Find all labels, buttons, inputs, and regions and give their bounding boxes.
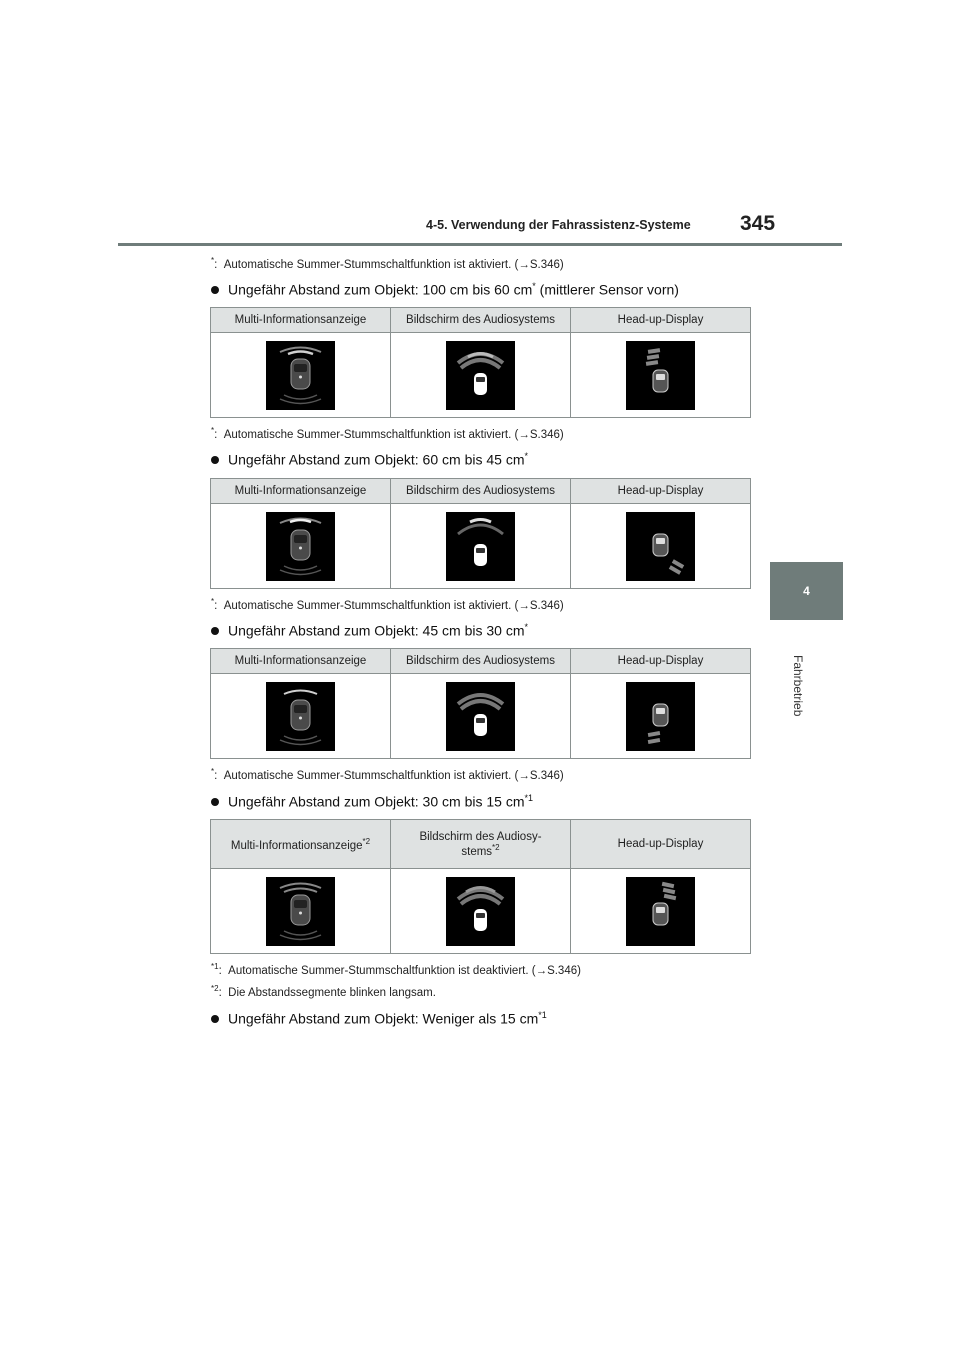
chapter-tab[interactable]: 4: [770, 562, 843, 620]
column-header: Bildschirm des Audiosystems: [391, 308, 571, 333]
audio-screen-image: [446, 341, 515, 410]
bullet-icon: [211, 1015, 219, 1023]
section-heading: Ungefähr Abstand zum Objekt: 45 cm bis 30 cm*: [211, 622, 528, 639]
hud-screen-image: [626, 877, 695, 946]
display-table: [210, 307, 751, 418]
column-header: Head-up-Display: [571, 479, 751, 504]
header-rule: [118, 243, 842, 246]
section-heading: Ungefähr Abstand zum Objekt: 100 cm bis 60 cm* (mittlerer Sensor vorn): [211, 281, 679, 298]
footnote: $^{*2}$: Die Abstandssegmente blinken langsam.: [211, 984, 436, 999]
audio-screen-image: [446, 512, 515, 581]
multi-info-screen-image: [266, 682, 335, 751]
hud-screen-image: [626, 512, 695, 581]
footnote: $^{*1}$: Automatische Summer-Stummschaltfunktion ist deaktiviert. (→S.346): [211, 962, 581, 977]
bullet-icon: [211, 627, 219, 635]
section-title: 4-5. Verwendung der Fahrassistenz-Systeme: [426, 218, 691, 232]
multi-info-screen-image: [266, 512, 335, 581]
chapter-label: Fahrbetrieb: [791, 655, 805, 717]
bullet-icon: [211, 456, 219, 464]
column-header: Bildschirm des Audiosy- stems$^{*2}$: [391, 820, 571, 869]
column-header: Bildschirm des Audiosystems: [391, 479, 571, 504]
display-table: [210, 648, 751, 759]
section-heading: Ungefähr Abstand zum Objekt: 30 cm bis 15 $cm^{*1}$: [211, 793, 533, 810]
bullet-icon: [211, 798, 219, 806]
section-heading: Ungefähr Abstand zum Objekt: 60 cm bis 45 cm*: [211, 451, 528, 468]
column-header: Head-up-Display: [571, 308, 751, 333]
footnote: *: Automatische Summer-Stummschaltfunktion ist aktiviert. (→S.346): [211, 597, 564, 612]
bullet-icon: [211, 286, 219, 294]
footnote: *: Automatische Summer-Stummschaltfunktion ist aktiviert. (→S.346): [211, 767, 564, 782]
column-header: Bildschirm des Audiosystems: [391, 649, 571, 674]
display-table: [210, 478, 751, 589]
audio-screen-image: [446, 682, 515, 751]
multi-info-screen-image: [266, 877, 335, 946]
section-heading: Ungefähr Abstand zum Objekt: Weniger als 15 $cm^{*1}$: [211, 1010, 547, 1027]
display-table: [210, 819, 751, 954]
column-header: Head-up-Display: [571, 820, 751, 869]
column-header: Head-up-Display: [571, 649, 751, 674]
hud-screen-image: [626, 341, 695, 410]
audio-screen-image: [446, 877, 515, 946]
multi-info-screen-image: [266, 341, 335, 410]
footnote: *: Automatische Summer-Stummschaltfunktion ist aktiviert. (→S.346): [211, 426, 564, 441]
hud-screen-image: [626, 682, 695, 751]
column-header: Multi-Informationsanzeige: [211, 308, 391, 333]
column-header: Multi-Informationsanzeige: [211, 479, 391, 504]
footnote: *: Automatische Summer-Stummschaltfunktion ist aktiviert. (→S.346): [211, 256, 564, 271]
column-header: Multi-Informationsanzeige: [211, 649, 391, 674]
column-header: Multi-Informationsanzeige$^{*2}$: [211, 820, 391, 869]
page-number: 345: [740, 212, 776, 235]
